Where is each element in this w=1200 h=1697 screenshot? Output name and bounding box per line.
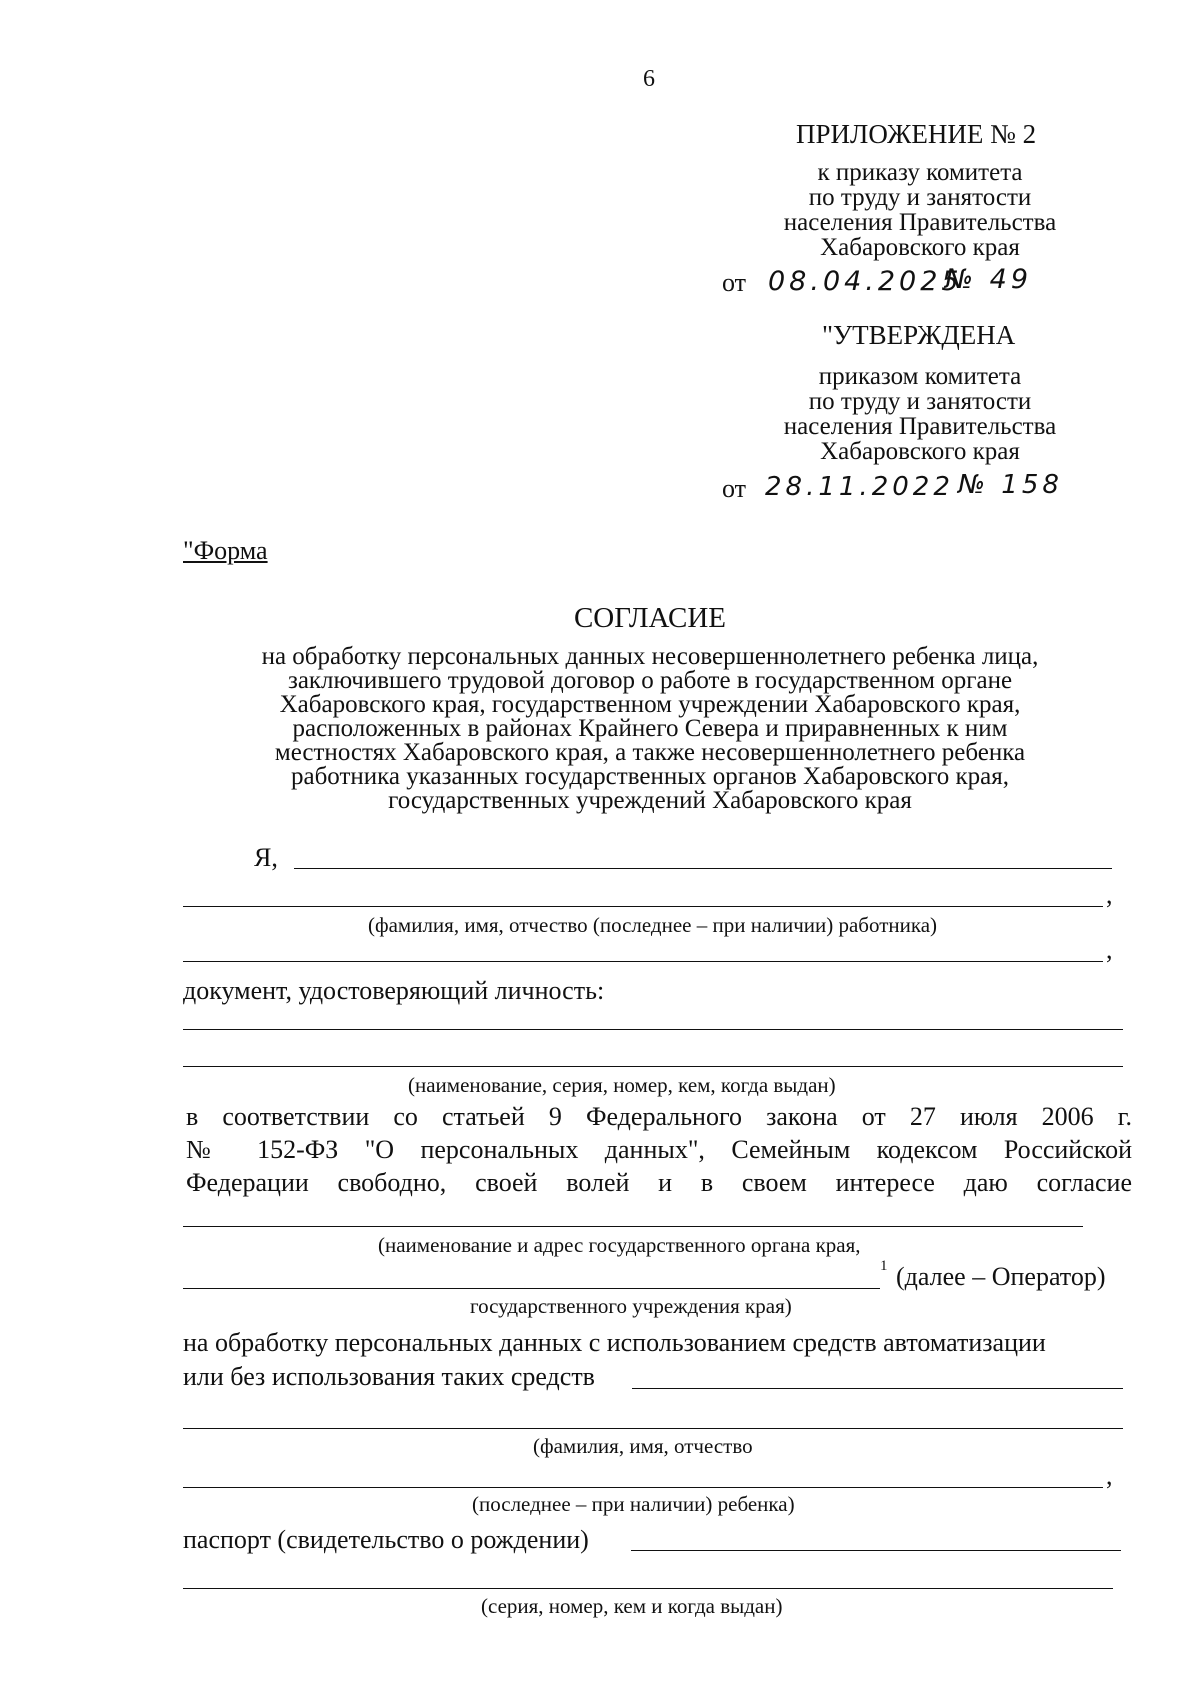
law-line: в соответствии со статьей 9 Федерального закона от 27 июля 2006 г. (186, 1102, 1132, 1131)
appendix-ot-label: от (722, 268, 747, 297)
subtitle-line: на обработку персональных данных несовершеннолетнего ребенка лица, (261, 643, 1039, 670)
approved-line: по труду и занятости (808, 388, 1032, 415)
comma: , (1106, 935, 1113, 964)
appendix-order-block (730, 160, 1110, 260)
processing-line: или без использования таких средств (183, 1362, 595, 1391)
subtitle-line: государственных учреждений Хабаровского края (388, 787, 912, 814)
operator-suffix: (далее – Оператор) (896, 1262, 1106, 1291)
appendix-line: Хабаровского края (820, 234, 1020, 261)
subtitle-line: работника указанных государственных органов Хабаровского края, (290, 763, 1010, 790)
child-name-line-1[interactable] (183, 1428, 1123, 1429)
operator-caption-1: (наименование и адрес государственного органа края, (378, 1233, 861, 1257)
id-document-caption: (наименование, серия, номер, кем, когда выдан) (408, 1073, 836, 1097)
subtitle-line: расположенных в районах Крайнего Севера и приравненных к ним (292, 715, 1008, 742)
worker-extra-line[interactable] (183, 961, 1103, 962)
approved-line: населения Правительства (783, 413, 1057, 440)
page-number: 6 (643, 66, 655, 92)
appendix-line: к приказу комитета (817, 159, 1023, 186)
appendix-date-handwritten: 08.04.2025 (768, 266, 963, 297)
subtitle-line: местностях Хабаровского края, а также несовершеннолетнего ребенка (274, 739, 1026, 766)
subtitle-line: Хабаровского края, государственном учреждении Хабаровского края, (279, 691, 1021, 718)
approved-line: приказом комитета (818, 363, 1022, 390)
law-line: № 152-ФЗ "О персональных данных", Семейным кодексом Российской (186, 1135, 1132, 1164)
id-document-label: документ, удостоверяющий личность: (183, 976, 605, 1005)
document-subtitle (150, 645, 1150, 813)
appendix-line: по труду и занятости (808, 184, 1032, 211)
passport-fill-line[interactable] (631, 1550, 1121, 1551)
approved-line: Хабаровского края (820, 438, 1020, 465)
operator-line-2[interactable] (183, 1288, 880, 1289)
approved-ot-label: от (722, 474, 747, 503)
subtitle-line: заключившего трудовой договор о работе в государственном органе (287, 667, 1013, 694)
processing-line: на обработку персональных данных с использованием средств автоматизации (183, 1328, 1046, 1357)
document-title: СОГЛАСИЕ (573, 602, 727, 634)
approved-order-block (730, 364, 1110, 464)
child-name-caption-2: (последнее – при наличии) ребенка) (472, 1492, 795, 1516)
passport-line-2[interactable] (183, 1588, 1113, 1589)
comma: , (1106, 1461, 1113, 1490)
passport-caption: (серия, номер, кем и когда выдан) (481, 1594, 783, 1618)
approved-number-handwritten: № 158 (958, 470, 1063, 500)
appendix-number-handwritten: № 49 (945, 264, 1033, 295)
processing-fill-line[interactable] (632, 1388, 1123, 1389)
form-label: "Форма (183, 536, 268, 565)
worker-name-line[interactable] (294, 868, 1112, 869)
operator-caption-2: государственного учреждения края) (470, 1294, 792, 1318)
worker-name-caption: (фамилия, имя, отчество (последнее – при наличии) работника) (368, 913, 938, 937)
operator-line-1[interactable] (183, 1226, 1083, 1227)
law-line: Федерации свободно, своей волей и в своем интересе даю согласие (186, 1168, 1132, 1197)
footnote-mark: 1 (880, 1258, 888, 1274)
passport-label: паспорт (свидетельство о рождении) (183, 1525, 589, 1554)
child-name-line-2[interactable] (183, 1487, 1103, 1488)
approved-title: "УТВЕРЖДЕНА (822, 320, 1016, 350)
id-document-line-1[interactable] (183, 1029, 1123, 1030)
id-document-line-2[interactable] (183, 1066, 1123, 1067)
ya-label: Я, (254, 843, 278, 872)
appendix-title: ПРИЛОЖЕНИЕ № 2 (796, 119, 1037, 149)
appendix-line: населения Правительства (783, 209, 1057, 236)
comma: , (1106, 880, 1113, 909)
worker-name-line-2[interactable] (183, 906, 1103, 907)
approved-date-handwritten: 28.11.2022 (765, 472, 954, 502)
child-name-caption-1: (фамилия, имя, отчество (533, 1434, 753, 1458)
